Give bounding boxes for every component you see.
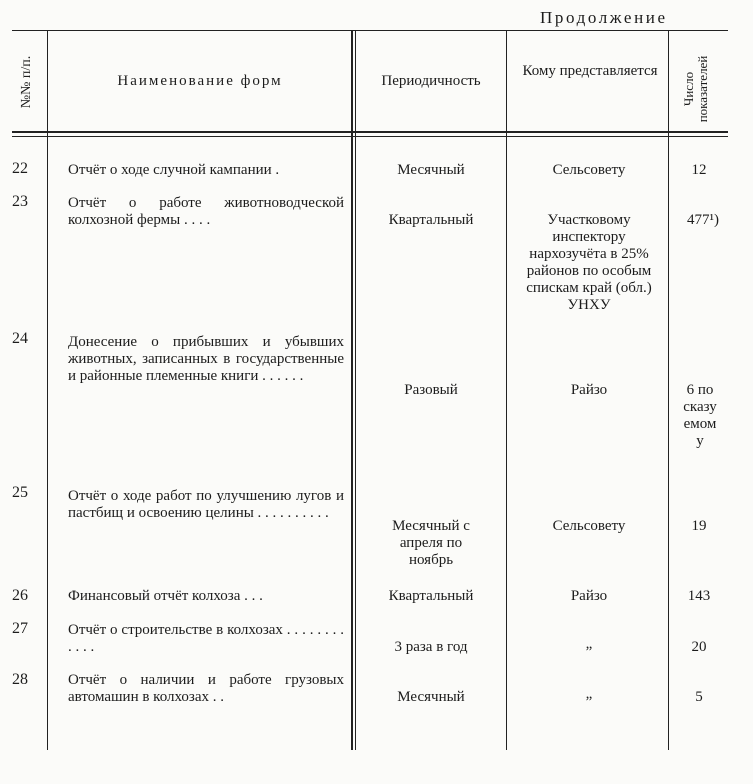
col-divider-num <box>47 30 48 750</box>
row-recipient: „ <box>585 686 593 702</box>
row-count: 20 <box>691 639 707 655</box>
row-number: 27 <box>12 620 28 637</box>
row-period: 3 раза в год <box>394 639 468 655</box>
header-to: Кому представляется <box>522 63 658 79</box>
header-period: Периодичность <box>381 73 481 89</box>
row-recipient: Райзо <box>570 588 608 604</box>
row-number: 23 <box>12 193 28 210</box>
row-name: Финансовый отчёт колхоза . . . <box>68 588 263 604</box>
col-divider-period <box>506 30 507 750</box>
row-period: Месячный <box>397 162 465 178</box>
header-count: Число показателей <box>681 55 710 123</box>
header-bottom-rule-2 <box>12 136 728 137</box>
row-count: 6 по сказуемому <box>683 382 717 449</box>
row-period: Квартальный <box>388 212 474 228</box>
row-count: 12 <box>691 162 707 178</box>
row-count: 5 <box>695 689 703 705</box>
row-period: Месячный с апреля по ноябрь <box>392 518 470 568</box>
row-recipient: Сельсовету <box>552 518 626 534</box>
row-period: Месячный <box>397 689 465 705</box>
row-number: 24 <box>12 330 28 347</box>
row-name: Отчёт о строительстве в колхозах . . . . . . . . . . . . <box>68 622 344 655</box>
col-divider-name-2 <box>355 30 356 750</box>
row-number: 22 <box>12 160 28 177</box>
row-period: Разовый <box>404 382 458 398</box>
row-count: 143 <box>687 588 711 604</box>
header-bottom-rule <box>12 131 728 133</box>
row-recipient: Сельсовету <box>552 162 626 178</box>
row-recipient: „ <box>585 636 593 652</box>
row-number: 28 <box>12 671 28 688</box>
row-recipient: Участковому инспектору нархозучёта в 25% районов по особым спискам край (обл.) УНХУ <box>526 212 652 313</box>
row-name: Отчёт о ходе случной кампании . <box>68 162 280 178</box>
row-count: 19 <box>691 518 707 534</box>
row-number: 25 <box>12 484 28 501</box>
row-name: Отчёт о работе животноводческой колхозной фермы . . . . <box>68 195 344 228</box>
col-divider-name <box>351 30 353 750</box>
header-num: №№ п/п. <box>19 55 34 109</box>
row-recipient: Райзо <box>570 382 608 398</box>
col-divider-to <box>668 30 669 750</box>
row-count: 477¹) <box>687 212 719 228</box>
header-name: Наименование форм <box>117 73 283 89</box>
row-name: Отчёт о наличии и работе грузовых автомашин в колхозах . . <box>68 672 344 705</box>
continuation-label: Продолжение <box>540 8 668 27</box>
row-number: 26 <box>12 587 28 604</box>
row-name: Донесение о прибывших и убывших животных, записанных в государственные и районные племенные книги . . . . . . <box>68 334 344 384</box>
row-name: Отчёт о ходе работ по улучшению лугов и пастбищ и освоению целины . . . . . . . . . . <box>68 488 344 521</box>
header-top-rule <box>12 30 728 31</box>
row-period: Квартальный <box>388 588 474 604</box>
